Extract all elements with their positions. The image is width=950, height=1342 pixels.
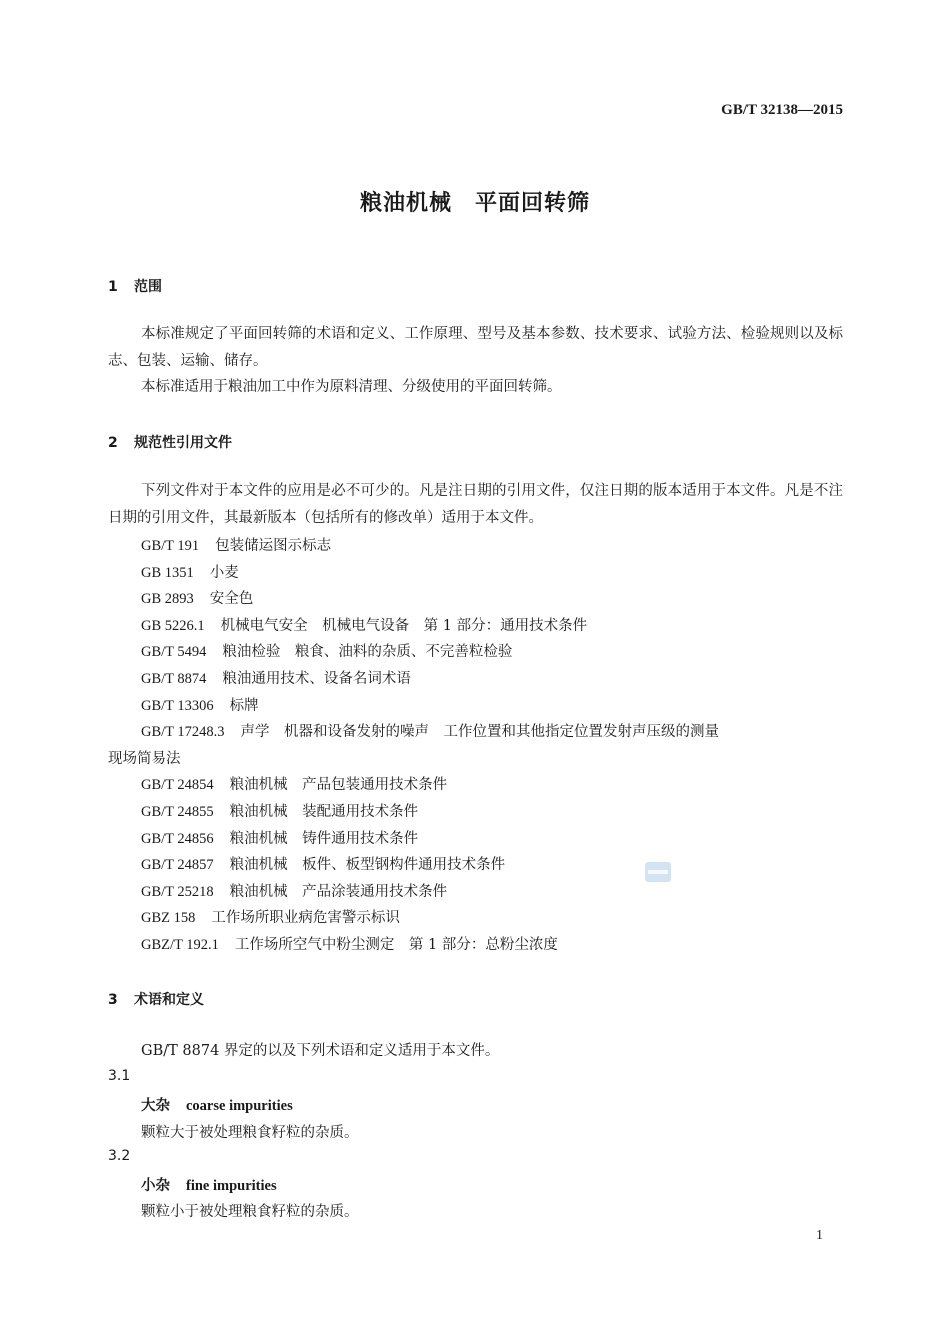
reference-code: GB 1351: [141, 564, 194, 581]
reference-item: [141, 561, 239, 582]
reference-title-continued: 现场简易法: [108, 750, 181, 767]
term-en: fine impurities: [186, 1178, 277, 1194]
reference-code: GB/T 13306: [141, 697, 214, 714]
section-title: 规范性引用文件: [134, 435, 232, 451]
reference-item: [141, 773, 447, 794]
reference-title: 粮油机械 板件、板型钢构件通用技术条件: [229, 857, 506, 874]
reference-title: 机械电气安全 机械电气设备 第 1 部分：通用技术条件: [220, 617, 588, 634]
term-number: 3.2: [108, 1148, 131, 1164]
reference-item: [141, 614, 587, 635]
section-number: 2: [108, 435, 118, 451]
reference-item: [141, 880, 447, 901]
reference-title: 安全色: [209, 591, 254, 608]
reference-item: [141, 827, 418, 848]
reference-item: [141, 534, 331, 555]
reference-title: 粮油机械 装配通用技术条件: [229, 804, 419, 820]
term-zh: 小杂: [141, 1177, 170, 1194]
standard-number: GB/T 32138—2015: [721, 102, 843, 118]
watermark-logo-icon: [645, 862, 671, 882]
reference-title: 工作场所职业病危害警示标识: [211, 910, 400, 927]
section-3-intro: GB/T 8874 界定的以及下列术语和定义适用于本文件。: [141, 1043, 500, 1059]
term-zh: 大杂: [141, 1097, 170, 1114]
reference-item: [141, 800, 418, 821]
reference-title: 声学 机器和设备发射的噪声 工作位置和其他指定位置发射声压级的测量: [240, 724, 720, 741]
reference-item: [141, 587, 253, 608]
document-title: 粮油机械 平面回转筛: [359, 191, 590, 216]
reference-code: GB/T 24855: [141, 804, 214, 820]
reference-code: GBZ 158: [141, 910, 196, 927]
reference-title: 粮油机械 产品包装通用技术条件: [229, 777, 448, 794]
reference-code: GBZ/T 192.1: [141, 937, 219, 953]
reference-item: [141, 906, 400, 927]
reference-code: GB/T 24854: [141, 777, 214, 794]
term-definition: 颗粒大于被处理粮食籽粒的杂质。: [141, 1125, 359, 1141]
term-definition: 颗粒小于被处理粮食籽粒的杂质。: [141, 1204, 359, 1220]
section-1-paragraph-1: 本标准规定了平面回转筛的术语和定义、工作原理、型号及基本参数、技术要求、试验方法、检验规则以及标志、包装、运输、储存。: [108, 326, 843, 369]
reference-code: GB/T 8874: [141, 671, 207, 687]
section-2-intro: 下列文件对于本文件的应用是必不可少的。凡是注日期的引用文件，仅注日期的版本适用于本文件。凡是不注日期的引用文件，其最新版本（包括所有的修改单）适用于本文件。: [108, 483, 843, 526]
section-title: 范围: [134, 279, 162, 295]
section-number: 3: [108, 992, 118, 1008]
reference-title: 工作场所空气中粉尘测定 第 1 部分：总粉尘浓度: [234, 937, 558, 953]
reference-title: 粮油检验 粮食、油料的杂质、不完善粒检验: [222, 644, 513, 661]
reference-code: GB/T 191: [141, 538, 200, 554]
reference-item: [141, 720, 719, 741]
reference-title: 粮油通用技术、设备名词术语: [222, 671, 411, 687]
section-title: 术语和定义: [134, 992, 204, 1008]
reference-code: GB/T 24856: [141, 830, 214, 847]
reference-title: 标牌: [229, 697, 259, 714]
reference-item: [141, 853, 505, 874]
reference-code: GB/T 5494: [141, 644, 207, 661]
reference-code: GB 2893: [141, 591, 194, 608]
section-3-heading: [108, 989, 204, 1009]
reference-code: GB/T 24857: [141, 857, 214, 874]
page-number: 1: [816, 1228, 823, 1243]
term-en: coarse impurities: [186, 1098, 293, 1114]
term-number: 3.1: [108, 1068, 131, 1084]
reference-item: [141, 694, 259, 715]
reference-title: 小麦: [209, 564, 239, 581]
section-number: 1: [108, 279, 118, 295]
reference-code: GB/T 25218: [141, 883, 214, 900]
section-1-paragraph-2: 本标准适用于粮油加工中作为原料清理、分级使用的平面回转筛。: [141, 379, 562, 395]
reference-code: GB/T 17248.3: [141, 724, 225, 741]
reference-title: 粮油机械 产品涂装通用技术条件: [229, 883, 448, 900]
section-2-heading: [108, 432, 232, 452]
reference-item: [141, 640, 512, 661]
reference-title: 包装储运图示标志: [215, 538, 332, 554]
term-entry: [141, 1174, 277, 1195]
reference-title: 粮油机械 铸件通用技术条件: [229, 830, 419, 847]
section-1-heading: [108, 276, 162, 296]
reference-item: [141, 933, 558, 954]
term-entry: [141, 1094, 293, 1115]
reference-item: [141, 667, 411, 688]
reference-code: GB 5226.1: [141, 617, 205, 634]
